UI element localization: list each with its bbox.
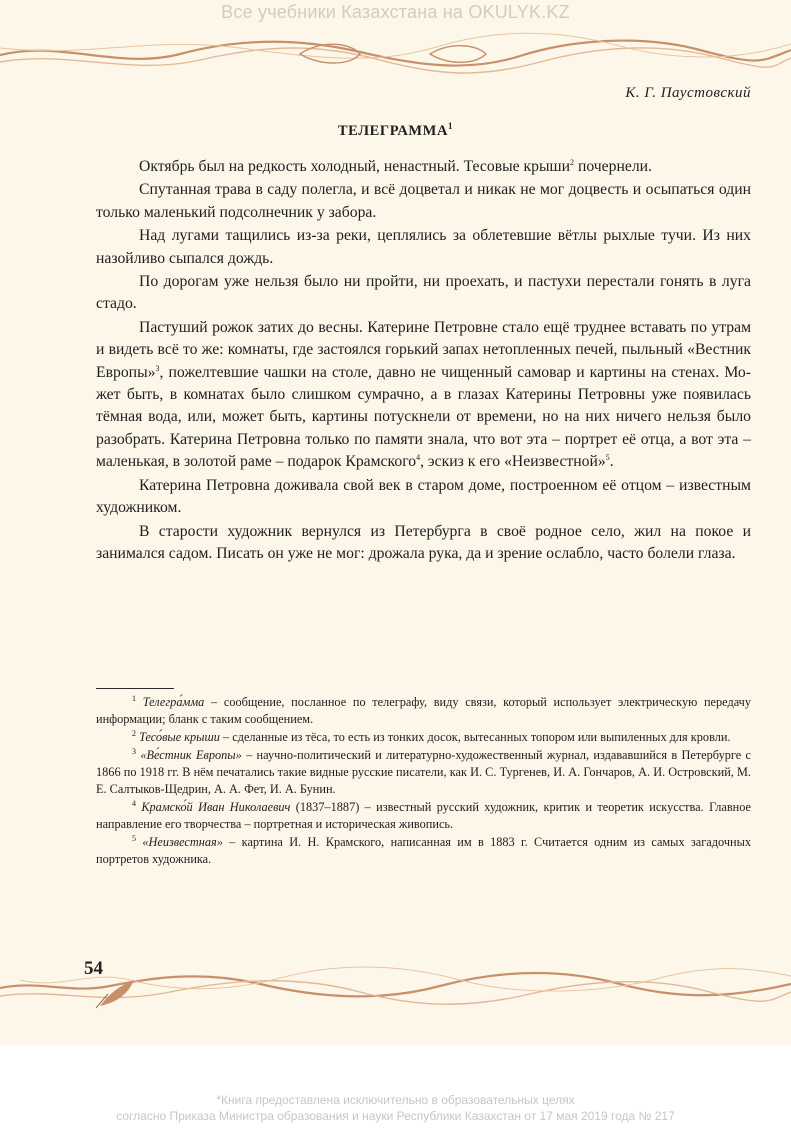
title-footnote-ref: 1: [448, 121, 454, 131]
footnote: $^1$ Телегра́мма – сообщение, посланное по телеграфу, виду связи, который использует электрическую передачу информации; бланк с таким сообщением.: [96, 693, 752, 726]
author-name: К. Г. Паустовский: [625, 85, 751, 101]
paragraph: Спутанная трава в саду полегла, и всё доцветал и никак не мог доцвесть и осыпаться один только маленький подсолнечник у забора.: [96, 181, 751, 221]
footnote: $^5$ «Неизвестная» – картина И. Н. Крамского, написанная им в 1883 г. Считается одним из самых загадочных портретов художника.: [96, 834, 751, 867]
paragraph: В старости художник вернулся из Петербурга в своё родное село, жил на покое и занимался садом. Писать он уже не мог: дрожала рука, да и зрение ослабло, часто болели глаза.: [96, 522, 751, 562]
paragraph: Пастуший рожок затих до весны. Катерине Петровне стало ещё труднее вставать по утрам и видеть всё то же: комнаты, где застоялся горький запах нетопленных печей, пыльный «Вестник Европы»$^3$, пожелтевшие чашки на столе, давно не чищенный самовар и картины на стенах. Может быть, в комнатах было слишком сумрачно, а в глазах Катерины Петровны уже появилась тёмная вода, или, может быть, картины потускнели от времени, но на них ничего нельзя было разобрать. Катерина Петровна только по памяти знала, что вот эта – портрет её отца, а вот эта – маленькая, в золотой раме – подарок Крамского$^4$, эскиз к его «Неизвестной»$^5$.: [96, 318, 751, 471]
paragraph: Октябрь был на редкость холодный, ненастный. Тесовые крыши$^2$ почернели.: [139, 157, 652, 175]
footnotes: [96, 694, 751, 869]
bottom-ornament: [0, 950, 791, 1020]
page-number: 54: [84, 958, 103, 979]
title-text: ТЕЛЕГРАММА: [337, 122, 449, 139]
paragraph: Катерина Петровна доживала свой век в старом доме, построенном её отцом – известным художником.: [96, 476, 751, 517]
footnote-divider: [96, 688, 174, 689]
watermark-line: *Книга предоставлена исключительно в образовательных целях: [216, 1093, 575, 1107]
paragraph: Над лугами тащились из-за реки, цеплялись за облетевшие вётлы рыхлые тучи. Из них назойливо сыпался дождь.: [96, 227, 751, 267]
watermark-line: согласно Приказа Министра образования и науки Республики Казахстан от 17 мая 2019 года № 217: [116, 1108, 675, 1123]
footnote: $^4$ Крамско́й Иван Николаевич (1837–1887) – известный русский художник, критик и теоретик искусства. Главное направление его творчества – портретная и историческая живопись.: [96, 799, 751, 832]
story-title: [0, 121, 791, 140]
footnote: $^3$ «Ве́стник Европы» – научно-политический и литературно-художественный журнал, издававшийся в Петербурге с 1866 по 1918 гг. В нём печатались такие видные русские писатели, как И. С. Тургенев, И. А. Гончаров, А. И. Островский, М. Е. Салтыков-Щедрин, А. А. Фет, И. А. Бунин.: [96, 747, 752, 796]
paragraph: По дорогам уже нельзя было ни пройти, ни проехать, и пастухи перестали гонять в луга стадо.: [96, 273, 751, 313]
watermark-bottom: [0, 1093, 791, 1124]
footnote: $^2$ Тесо́вые крыши – сделанные из тёса, то есть из тонких досок, вытесанных топором или выпиленных для кровли.: [132, 729, 731, 745]
watermark-top: Все учебники Казахстана на OKULYK.KZ: [221, 2, 570, 22]
top-ornament: [0, 20, 791, 90]
story-text: [96, 156, 751, 566]
